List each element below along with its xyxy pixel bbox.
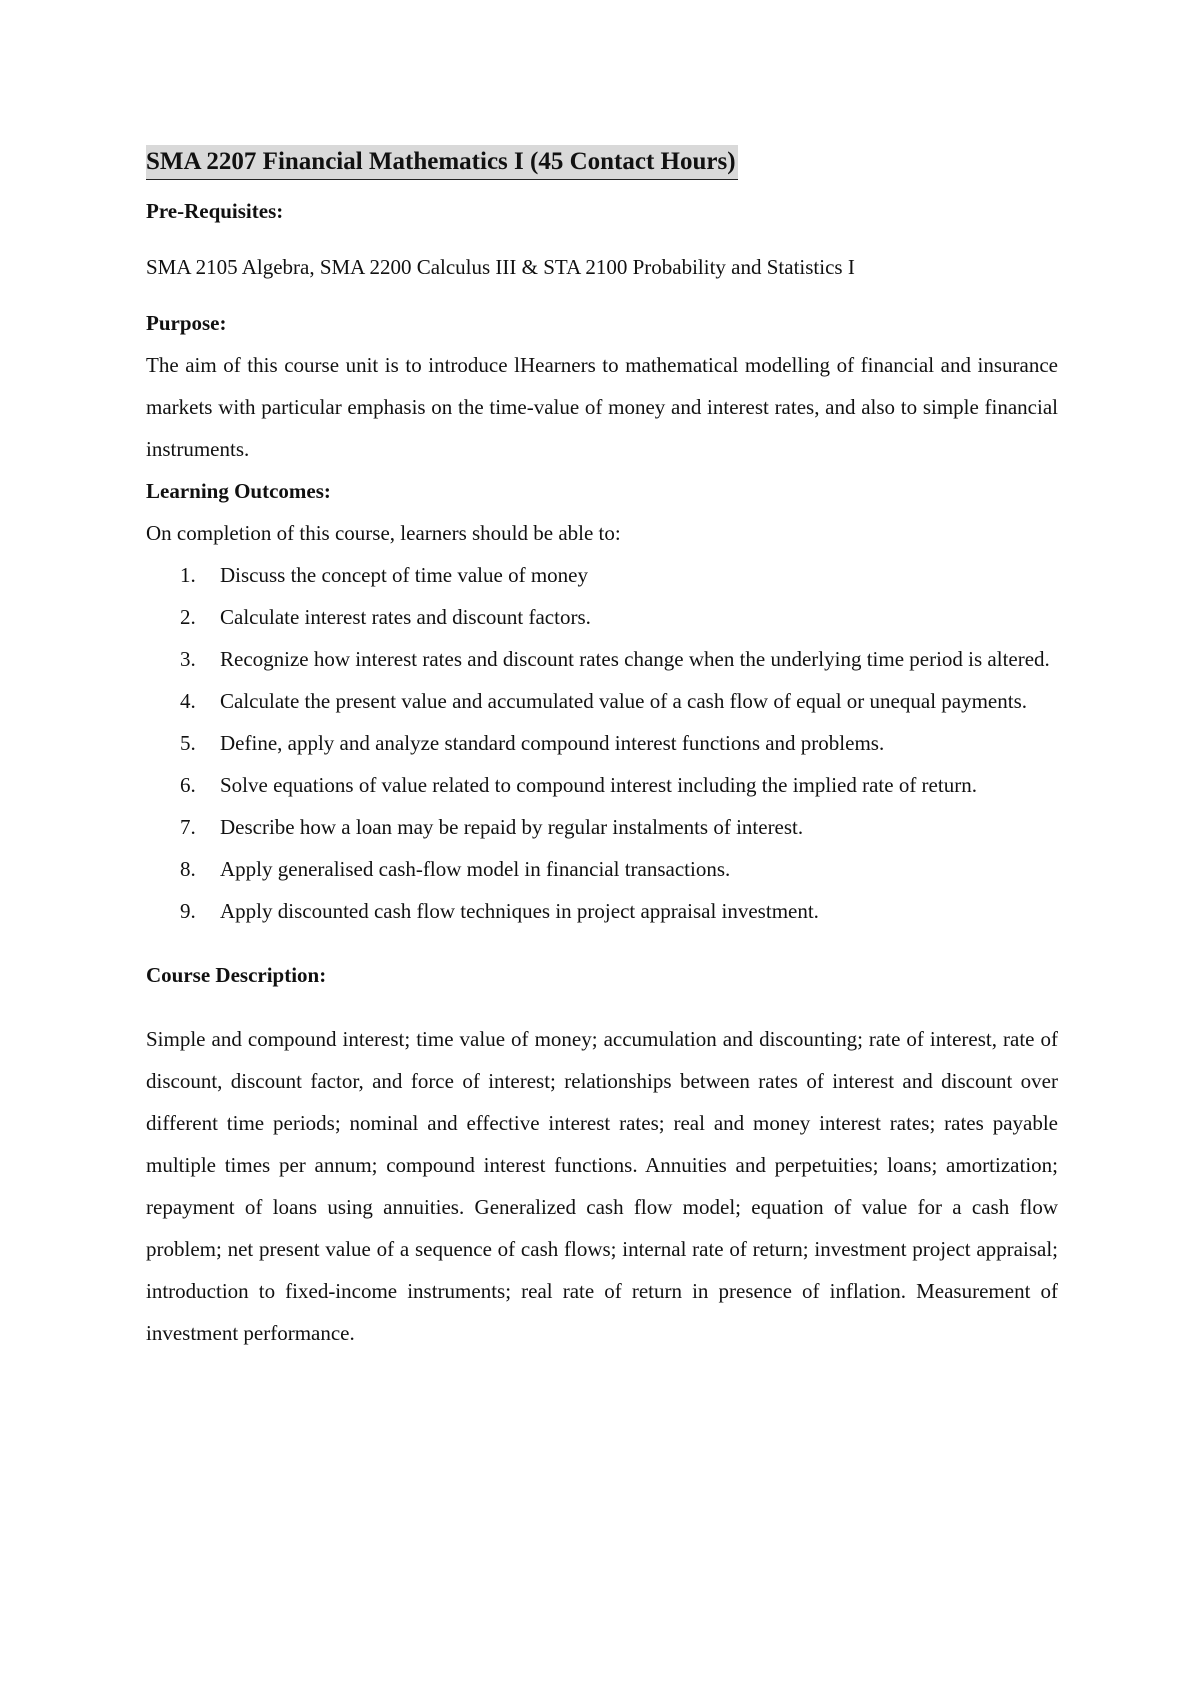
list-number: 3.: [180, 647, 196, 671]
prerequisites-heading: Pre-Requisites:: [146, 199, 284, 223]
list-item: [146, 554, 1058, 596]
list-item: [146, 596, 1058, 638]
prerequisites-text: SMA 2105 Algebra, SMA 2200 Calculus III & STA 2100 Probability and Statistics I: [146, 255, 855, 279]
learning-outcomes-heading: Learning Outcomes:: [146, 479, 331, 503]
list-item: [146, 848, 1058, 890]
list-text: Recognize how interest rates and discount rates change when the underlying time period is altered.: [220, 647, 1050, 671]
list-number: 8.: [180, 857, 196, 881]
course-description-text: Simple and compound interest; time value of money; accumulation and discounting; rate of interest, rate of discount, discount factor, and force of interest; relationships between rates of interest and discount over different time periods; nominal and effective interest rates; real and money interest rates; rates payable multiple times per annum; compound interest functions. Annuities and perpetuities; loans; amortization; repayment of loans using annuities. Generalized cash flow model; equation of value for a cash flow problem; net present value of a sequence of cash flows; internal rate of return; investment project appraisal; introduction to fixed-income instruments; real rate of return in presence of inflation. Measurement of investment performance.: [146, 1027, 1058, 1345]
list-text: Solve equations of value related to compound interest including the implied rate of return.: [220, 773, 977, 797]
list-number: 6.: [180, 773, 196, 797]
list-item: [146, 680, 1058, 722]
list-number: 4.: [180, 689, 196, 713]
list-text: Discuss the concept of time value of money: [220, 563, 588, 587]
learning-outcomes-intro: On completion of this course, learners should be able to:: [146, 521, 621, 545]
list-text: Describe how a loan may be repaid by regular instalments of interest.: [220, 815, 804, 839]
list-number: 1.: [180, 563, 196, 587]
title-wrap: [146, 142, 1058, 182]
purpose-text: The aim of this course unit is to introduce lHearners to mathematical modelling of financial and insurance markets with particular emphasis on the time-value of money and interest rates, and also to simple financial instruments.: [146, 353, 1058, 461]
purpose-heading: Purpose:: [146, 311, 227, 335]
list-text: Apply discounted cash flow techniques in project appraisal investment.: [220, 899, 819, 923]
list-text: Calculate the present value and accumulated value of a cash flow of equal or unequal payments.: [220, 689, 1028, 713]
spacer: [146, 288, 1058, 302]
list-number: 5.: [180, 731, 196, 755]
list-text: Calculate interest rates and discount factors.: [220, 605, 591, 629]
list-item: [146, 722, 1058, 764]
list-number: 7.: [180, 815, 196, 839]
list-item: [146, 638, 1058, 680]
spacer: [146, 232, 1058, 246]
list-item: [146, 890, 1058, 932]
course-description-heading: Course Description:: [146, 963, 327, 987]
list-item: [146, 806, 1058, 848]
list-text: Apply generalised cash-flow model in financial transactions.: [220, 857, 731, 881]
learning-outcomes-list: [146, 554, 1058, 932]
spacer: [146, 932, 1058, 954]
list-item: [146, 764, 1058, 806]
list-text: Define, apply and analyze standard compound interest functions and problems.: [220, 731, 885, 755]
document-page: [146, 142, 1058, 1354]
list-number: 9.: [180, 899, 196, 923]
course-title: SMA 2207 Financial Mathematics I (45 Contact Hours): [146, 145, 738, 180]
list-number: 2.: [180, 605, 196, 629]
spacer: [146, 996, 1058, 1018]
